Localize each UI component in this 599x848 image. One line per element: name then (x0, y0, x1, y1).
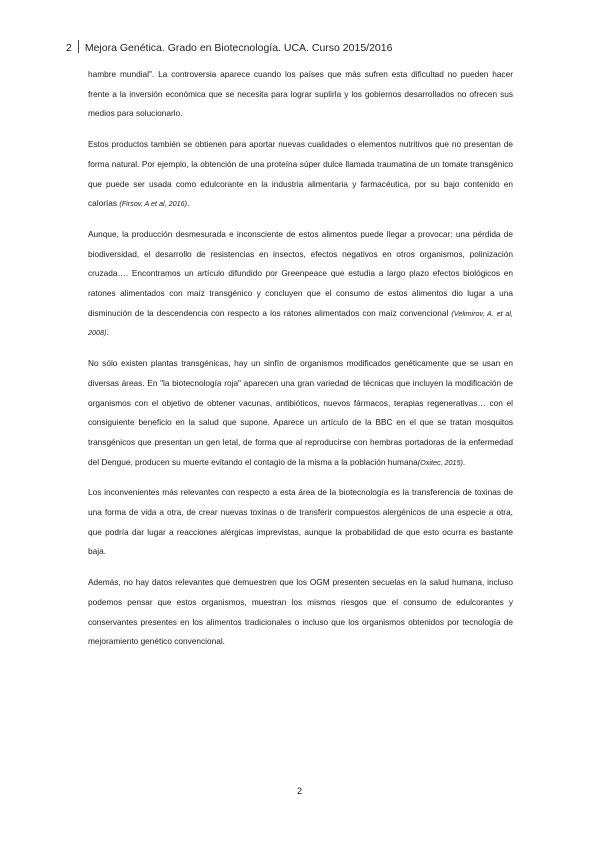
document-body (88, 65, 513, 663)
header-title: Mejora Genética. Grado en Biotecnología. UCA. Curso 2015/2016 (84, 42, 393, 54)
paragraph-2 (88, 135, 513, 214)
footer-page-number: 2 (296, 786, 302, 796)
citation: (Firsov, A et al, 2016) (119, 199, 187, 209)
paragraph-text: hambre mundial". La controversia aparece cuando los países que más sufren esta dificultad no pueden hacer frente a la inversión económica que se necesita para lograr suplirla y los gobiernos desarrollados no ofrecen sus medios para solucionarlo. (88, 69, 513, 119)
paragraph-tail: . (106, 327, 109, 338)
citation: (Oxitec, 2015) (417, 457, 463, 467)
paragraph-6 (88, 573, 513, 652)
citation: (Velimirov, A. et al, 2008) (88, 308, 513, 338)
paragraph-tail: . (187, 198, 190, 209)
paragraph-text: No sólo existen plantas transgénicas, hay un sinfín de organismos modificados genéticamente que se usan en diversas áreas. En "la biotecnología roja" aparecen una gran variedad de técnicas que incluyen la modificación de organismos con el objetivo de obtener vacunas, antibióticos, nuevos fármacos, terapias regenerativas… con el consiguiente beneficio en la salud que supone. Aparece un artículo de la BBC en el que se tratan mosquitos transgénicos que presentan un gen letal, de forma que al reproducirse con hembras portadoras de la enfermedad del Dengue, producen su muerte evitando el contagio de la misma a la población humana (88, 358, 513, 467)
paragraph-4 (88, 354, 513, 472)
paragraph-3 (88, 225, 513, 343)
paragraph-1 (88, 65, 513, 124)
paragraph-text: Además, no hay datos relevantes que demuestren que los OGM presenten secuelas en la salud humana, incluso podemos pensar que estos organismos, muestran los mismos riesgos que el consumo de edulcorantes y conservantes presentes en los alimentos tradicionales o incluso que los organismos obtenidos por tecnología de mejoramiento genético convencional. (88, 577, 513, 647)
header-page-number: 2 (66, 42, 72, 54)
paragraph-5 (88, 483, 513, 562)
header-divider (78, 40, 79, 53)
paragraph-text: Los inconvenientes más relevantes con respecto a esta área de la biotecnología es la transferencia de toxinas de una forma de vida a otra, de crear nuevas toxinas o de transferir compuestos alergénicos de una especie a otra, que podría dar lugar a reacciones alérgicas imprevistas, aunque la probabilidad de que esto ocurra es bastante baja. (88, 487, 513, 557)
paragraph-tail: . (462, 456, 466, 467)
paragraph-text: Aunque, la producción desmesurada e inconsciente de estos alimentos puede llegar a provocar: una pérdida de biodiversidad, el desarrollo de resistencias en insectos, efectos negativos en otros organismos, polinización cruzada…. Encontramos un artículo difundido por Greenpeace que estudia a largo plazo efectos biológicos en ratones alimentados con maíz transgénico y concluyen que el consumo de estos alimentos dio lugar a una disminución de la descendencia con respecto a los ratones alimentados con maíz convencional (88, 228, 513, 318)
paragraph-text: Estos productos también se obtienen para aportar nuevas cualidades o elementos nutritivos que no presentan de forma natural. Por ejemplo, la obtención de una proteína súper dulce llamada traumatina de un tomate transgénico que puede ser usada como edulcorante en la industria alimentaria y farmacéutica, por su bajo contenido en calorías (88, 139, 513, 209)
running-header (66, 40, 392, 54)
